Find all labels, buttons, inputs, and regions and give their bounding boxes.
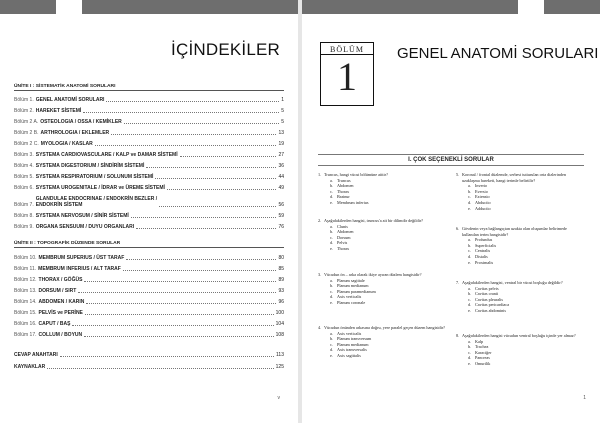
toc-entry[interactable]	[14, 255, 284, 261]
toc-entry[interactable]	[14, 332, 284, 338]
toc-entry-page: 96	[278, 299, 284, 305]
question-text: Vücudun ön – arka olarak ikiye ayıran düzlem hangisidir?	[324, 272, 422, 277]
toc-entry-title-line: GLANDULAE ENDOCRINAE / ENDOKRİN BEZLER /	[35, 196, 158, 202]
option-text: Planum paramedianum	[337, 288, 376, 294]
option-text: Omurilik	[475, 360, 491, 366]
toc-entry[interactable]	[14, 288, 284, 294]
question	[456, 280, 584, 314]
option-letter: d.	[330, 240, 334, 246]
toc-entry-title: OSTEOLOGIA / OSSA / KEMİKLER	[40, 119, 122, 125]
toc-entry-title: ARTHROLOGIA / EKLEMLER	[40, 130, 110, 136]
option-text: Planum medianum	[337, 283, 369, 289]
option-text: Cavitas pericardiaca	[475, 302, 510, 308]
leader-dots	[85, 314, 274, 315]
option-text: Trachea	[475, 344, 489, 350]
option-text: Inverio	[475, 183, 488, 189]
question-stem	[456, 226, 584, 237]
toc-entry-page: 80	[278, 255, 284, 261]
leader-dots	[155, 178, 276, 179]
option-letter: a.	[468, 183, 471, 189]
option-letter: c.	[330, 341, 333, 347]
toc-entry-page: 108	[275, 332, 284, 338]
option-text: Distalis	[475, 253, 488, 259]
question-text: Gövdenin veya bağlangıçtan uzakta olan oluşumlar belirtmede kullanılan terim hangisidir?	[462, 226, 567, 237]
option-letter: a.	[330, 330, 333, 336]
question-text: Truncus, hangi vücut bölümüne aittir?	[324, 172, 388, 177]
option-text: Extensio	[475, 194, 490, 200]
option-letter: d.	[468, 199, 472, 205]
question	[456, 333, 584, 367]
chapter-word: BÖLÜM	[321, 45, 373, 55]
toc-entry-chapter: Bölüm 15.	[14, 310, 37, 316]
toc-entry-page: 59	[278, 213, 284, 219]
option-text: Proximalis	[475, 259, 494, 265]
unit-1-heading: ÜNİTE I : SİSTEMATİK ANATOMİ SORULARI	[14, 84, 284, 91]
leader-dots	[72, 325, 273, 326]
toc-entry[interactable]	[14, 310, 284, 316]
toc-entry-chapter: Bölüm 4.	[14, 163, 34, 169]
option-letter: e.	[468, 259, 471, 265]
toc-entry-references[interactable]	[14, 364, 284, 370]
toc-entry-title: HAREKET SİSTEMİ	[35, 108, 82, 114]
toc-entry[interactable]	[14, 185, 284, 191]
option-letter: a.	[468, 285, 471, 291]
mcq-heading: I. ÇOK SEÇENEKLİ SORULAR	[318, 154, 584, 166]
option-letter: a.	[468, 338, 471, 344]
toc-title: İÇİNDEKİLER	[171, 40, 280, 59]
answer-option[interactable]	[330, 353, 446, 359]
toc-entry-title: SYSTEMA DIGESTORIUM / SİNDİRİM SİSTEMİ	[35, 163, 145, 169]
answer-option[interactable]	[468, 361, 584, 367]
toc-entry[interactable]	[14, 152, 284, 158]
toc-entry-page: 5	[281, 119, 284, 125]
toc-entry-chapter: Bölüm 2.	[14, 108, 34, 114]
header-bar	[544, 0, 600, 14]
option-letter: e.	[468, 307, 471, 313]
question	[318, 218, 446, 252]
option-letter: b.	[468, 344, 472, 350]
toc-entry-title: THORAX / GÖĞÜS	[38, 277, 83, 283]
question-number: 8.	[456, 333, 460, 338]
toc-entry-title: COLLUM / BOYUN	[38, 332, 83, 338]
option-letter: d.	[330, 194, 334, 200]
toc-entry[interactable]	[14, 130, 284, 136]
option-letter: b.	[330, 183, 334, 189]
option-letter: b.	[330, 229, 334, 235]
leader-dots	[180, 156, 277, 157]
toc-entry[interactable]	[14, 321, 284, 327]
option-text: Brainur	[337, 194, 350, 200]
question	[318, 272, 446, 306]
toc-entry-chapter: Bölüm 10.	[14, 255, 37, 261]
toc-entry-page: 93	[278, 288, 284, 294]
option-letter: c.	[330, 288, 333, 294]
option-text: Superficialis	[475, 242, 497, 248]
toc-entry-page: 36	[278, 163, 284, 169]
option-letter: b.	[330, 336, 334, 342]
answer-option[interactable]	[468, 260, 584, 266]
leader-dots	[123, 270, 277, 271]
toc-entry-chapter: Bölüm 6.	[14, 185, 34, 191]
option-letter: c.	[468, 194, 471, 200]
option-letter: d.	[468, 355, 472, 361]
toc-entry-title-line: ENDOKRİN SİSTEM	[35, 202, 83, 208]
question-text: Aşağıdakilerden hangisi vücudun ventral boşluğu içinde yer almaz?	[462, 333, 576, 338]
question-number: 3.	[318, 272, 322, 277]
toc-entry-chapter: Bölüm 13.	[14, 288, 37, 294]
toc-entry-page: 89	[278, 277, 284, 283]
option-letter: c.	[330, 234, 333, 240]
leader-dots	[84, 281, 276, 282]
leader-dots	[159, 206, 276, 207]
option-letter: e.	[330, 352, 333, 358]
chapter-number: 1	[337, 54, 357, 99]
option-text: Pelvis	[337, 240, 348, 246]
toc-entry-title: SYSTEMA RESPIRATORIUM / SOLUNUM SİSTEMİ	[35, 174, 154, 180]
toc-entry-page: 100	[275, 310, 284, 316]
question-number: 4.	[318, 325, 322, 330]
toc-entry-page: 27	[278, 152, 284, 158]
toc-entry-title	[36, 196, 157, 208]
toc-entry-title: SYSTEMA CARDIOVASCULARE / KALP ve DAMAR SİSTEMİ	[35, 152, 178, 158]
toc-entry-page: 56	[278, 202, 284, 208]
toc-entry-page: 19	[278, 141, 284, 147]
option-letter: d.	[330, 347, 334, 353]
option-text: Cavitas pleuralis	[475, 296, 504, 302]
toc-entry-chapter: Bölüm 9.	[14, 224, 34, 230]
toc-entry-chapter: Bölüm 8.	[14, 213, 34, 219]
toc-entry-title: ABDOMEN / KARIN	[38, 299, 85, 305]
option-text: Clunis	[337, 223, 348, 229]
toc-entry[interactable]	[14, 266, 284, 272]
toc-entry-title: CEVAP ANAHTARI	[14, 352, 58, 358]
chapter-title: GENEL ANATOMİ SORULARI	[397, 45, 599, 62]
option-text: Axis verticalis	[337, 330, 362, 336]
option-text: Planum transversum	[337, 336, 372, 342]
leader-dots	[124, 123, 279, 124]
toc-entry-chapter: Bölüm 7.	[14, 202, 34, 208]
question-number: 1.	[318, 172, 322, 177]
leader-dots	[60, 356, 274, 357]
chapter-page	[302, 0, 600, 423]
question-text: Aşağıdakilerden hangisi, truncus'a ait bir dilimdir değildir?	[324, 218, 424, 223]
option-text: Abductio	[475, 199, 491, 205]
question-number: 2.	[318, 218, 322, 223]
toc-entry-chapter: Bölüm 2 B.	[14, 130, 39, 136]
option-letter: e.	[468, 360, 471, 366]
option-letter: b.	[468, 188, 472, 194]
toc-entry[interactable]	[14, 163, 284, 169]
option-text: Cavitas abdominis	[475, 307, 507, 313]
chapter-box	[320, 42, 374, 106]
option-text: Pancreas	[475, 355, 490, 361]
option-letter: a.	[330, 277, 333, 283]
toc-entry-title: GENEL ANATOMİ SORULARI	[35, 97, 105, 103]
question	[318, 172, 446, 206]
option-text: Axis verticalis	[337, 294, 362, 300]
question	[456, 226, 584, 265]
option-letter: c.	[330, 188, 333, 194]
toc-entry-page: 104	[275, 321, 284, 327]
option-letter: d.	[468, 253, 472, 259]
option-text: Abdomen	[337, 183, 354, 189]
toc-entry[interactable]	[14, 141, 284, 147]
toc-entry-chapter: Bölüm 12.	[14, 277, 37, 283]
option-letter: e.	[330, 299, 333, 305]
option-text: Membrum inferius	[337, 199, 369, 205]
question-stem	[456, 172, 584, 183]
toc-entry-title: PELVİS ve PERİNE	[38, 310, 83, 316]
question-text: Aşağıdakilerden hangisi, ventral bir vücut boşluğu değildir?	[462, 280, 563, 285]
toc-entry-page: 85	[278, 266, 284, 272]
option-letter: c.	[468, 296, 471, 302]
toc-entry-answers[interactable]	[14, 352, 284, 358]
toc-entry[interactable]	[14, 299, 284, 305]
leader-dots	[146, 167, 276, 168]
toc-entry[interactable]	[14, 119, 284, 125]
toc-entry-title: KAYNAKLAR	[14, 364, 46, 370]
toc-entry-title: CAPUT / BAŞ	[38, 321, 71, 327]
option-letter: a.	[468, 237, 471, 243]
answer-option[interactable]	[330, 300, 446, 306]
unit-2-heading: ÜNİTE II : TOPOGRAFİK DÜZENDE SORULAR	[14, 241, 284, 248]
toc-entry-title: MYOLOGIA / KASLAR	[40, 141, 93, 147]
option-text: Adductio	[475, 205, 491, 211]
toc-entry-page: 13	[278, 130, 284, 136]
toc-entry-chapter: Bölüm 17.	[14, 332, 37, 338]
page-number: 1	[583, 395, 586, 401]
option-text: Planum medianum	[337, 341, 369, 347]
option-letter: e.	[468, 205, 471, 211]
answer-option[interactable]	[330, 246, 446, 252]
toc-entry-title: DORSUM / SIRT	[38, 288, 77, 294]
toc-entry[interactable]	[14, 224, 284, 230]
toc-page	[0, 0, 298, 423]
toc-entry-title: MEMBRUM INFERIUS / ALT TARAF	[38, 266, 121, 272]
option-text: Abdomen	[337, 229, 354, 235]
option-letter: c.	[468, 248, 471, 254]
option-text: Axis transversalis	[337, 347, 367, 353]
option-letter: d.	[330, 294, 334, 300]
leader-dots	[106, 101, 279, 102]
option-text: Thorax	[337, 245, 350, 251]
leader-dots	[126, 259, 276, 260]
option-text: Dorsum	[337, 234, 351, 240]
toc-entry-page: 5	[281, 108, 284, 114]
option-text: Kalp	[475, 338, 484, 344]
answer-option[interactable]	[468, 206, 584, 212]
toc-entry[interactable]	[14, 97, 284, 103]
option-letter: b.	[468, 242, 472, 248]
leader-dots	[95, 145, 277, 146]
option-letter: a.	[330, 223, 333, 229]
header-bar	[0, 0, 56, 14]
option-letter: a.	[330, 177, 333, 183]
question-text: Vücudun önünden arkasına doğru, yere paralel geçen düzem hangisidir?	[324, 325, 446, 330]
toc-entry[interactable]	[14, 196, 284, 208]
option-text: Eversio	[475, 188, 488, 194]
option-text: Cavitas cranii	[475, 291, 499, 297]
toc-entry[interactable]	[14, 174, 284, 180]
toc-entry-page: 49	[278, 185, 284, 191]
leader-dots	[131, 217, 277, 218]
toc-entry-title: MEMBRUM SUPERIUS / ÜST TARAF	[38, 255, 125, 261]
leader-dots	[78, 292, 276, 293]
toc-entry-chapter: Bölüm 3.	[14, 152, 34, 158]
toc-entry-chapter: Bölüm 5.	[14, 174, 34, 180]
toc-entry-page: 125	[275, 364, 284, 370]
option-letter: b.	[330, 283, 334, 289]
leader-dots	[86, 303, 276, 304]
answer-option[interactable]	[468, 308, 584, 314]
option-text: Cavitas pelvis	[475, 285, 499, 291]
toc-entry-chapter: Bölüm 14.	[14, 299, 37, 305]
toc-entry-title: SYSTEMA UROGENITALE / İDRAR ve ÜREME SİSTEMİ	[35, 185, 165, 191]
option-text: Planum sagittale	[337, 277, 365, 283]
option-letter: e.	[330, 199, 333, 205]
toc-entry-title: ORGANA SENSUUM / DUYU ORGANLARI	[35, 224, 135, 230]
question	[456, 172, 584, 211]
question-number: 6.	[456, 226, 460, 231]
answer-option[interactable]	[330, 200, 446, 206]
toc-entry-page: 113	[276, 352, 284, 358]
question-text: Koronal / frontal düzlemde, serbest tutturulan orta dizlerinden uzaklaşma hareketi, hangi terimle belirtilir?	[462, 172, 566, 183]
toc-entry-page: 1	[281, 97, 284, 103]
toc-entry[interactable]	[14, 277, 284, 283]
header-bar	[82, 0, 298, 14]
leader-dots	[111, 134, 276, 135]
page-number: v	[277, 395, 280, 401]
toc-entry-page: 76	[278, 224, 284, 230]
leader-dots	[136, 228, 276, 229]
option-letter: e.	[330, 245, 333, 251]
option-text: Profundus	[475, 237, 493, 243]
toc-entry-title: SYSTEMA NERVOSUM / SİNİR SİSTEMİ	[35, 213, 129, 219]
toc-entry[interactable]	[14, 213, 284, 219]
leader-dots	[83, 112, 279, 113]
option-text: Planum coronale	[337, 299, 366, 305]
toc-entry-page: 44	[278, 174, 284, 180]
option-text: Thorax	[337, 188, 350, 194]
toc-entry-chapter: Bölüm 11.	[14, 266, 37, 272]
toc-entry-chapter: Bölüm 2 C.	[14, 141, 39, 147]
toc-entry-chapter: Bölüm 16.	[14, 321, 37, 327]
option-text: Truncus	[337, 177, 351, 183]
toc-entry[interactable]	[14, 108, 284, 114]
leader-dots	[47, 368, 273, 369]
question	[318, 325, 446, 359]
option-letter: c.	[468, 349, 471, 355]
leader-dots	[167, 189, 277, 190]
toc-entry-chapter: Bölüm 2 A.	[14, 119, 39, 125]
option-text: Axis sagittalis	[337, 352, 361, 358]
option-letter: b.	[468, 291, 472, 297]
header-bar	[302, 0, 518, 14]
question-number: 5.	[456, 172, 460, 177]
question-number: 7.	[456, 280, 460, 285]
option-letter: d.	[468, 302, 472, 308]
option-text: Karaciğer	[475, 349, 492, 355]
option-text: Centralis	[475, 248, 491, 254]
leader-dots	[84, 336, 274, 337]
toc-entry-chapter: Bölüm 1.	[14, 97, 34, 103]
